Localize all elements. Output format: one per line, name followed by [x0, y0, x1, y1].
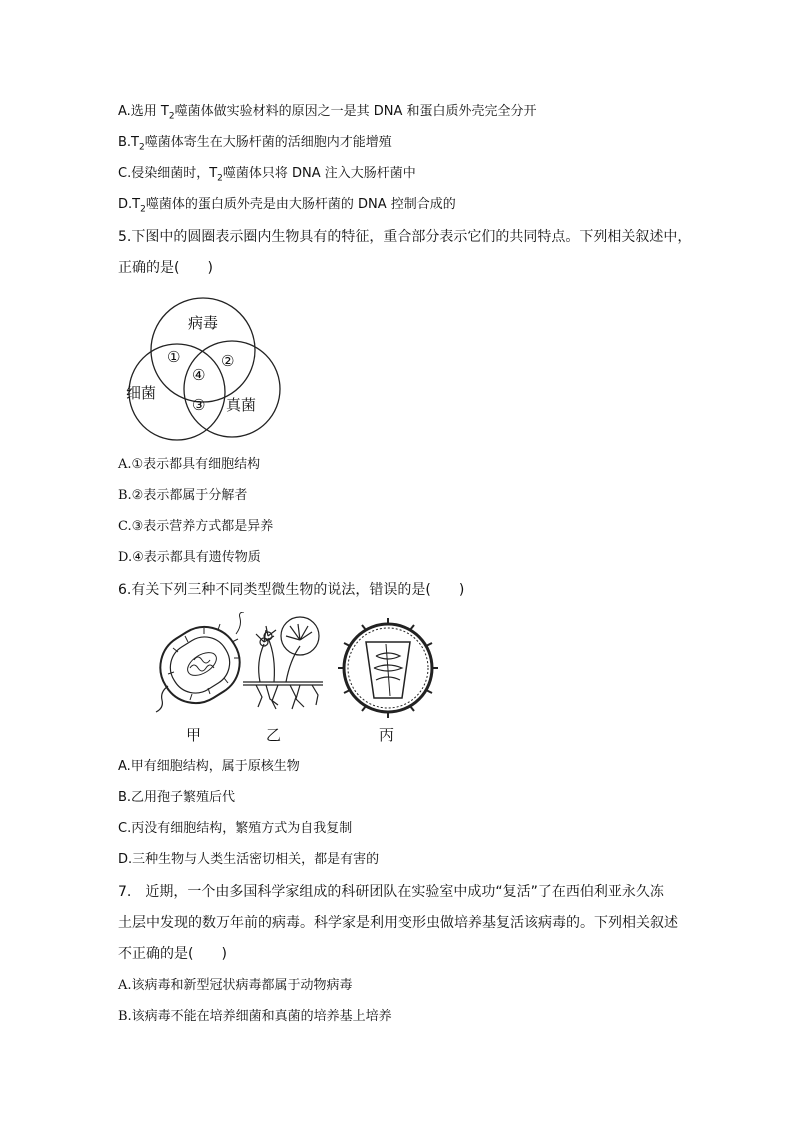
q5-option-c: C.③表示营养方式都是异养	[118, 519, 274, 534]
q5-option-a: A.①表示都具有细胞结构	[118, 457, 261, 472]
venn-region-3: ③	[192, 396, 206, 414]
virus-illustration	[338, 618, 438, 718]
q6-option-c: C.丙没有细胞结构，繁殖方式为自我复制	[118, 821, 353, 836]
label-yi: 乙	[266, 726, 282, 744]
q4-option-c: C.侵染细菌时，$T_2$噬菌体只将 DNA 注入大肠杆菌中	[118, 166, 416, 184]
microbes-figure	[148, 612, 448, 722]
q7-option-b: B.该病毒不能在培养细菌和真菌的培养基上培养	[118, 1009, 392, 1024]
venn-region-4: ④	[192, 366, 206, 384]
q7-stem-line1: 7. 近期，一个由多国科学家组成的科研团队在实验室中成功“复活”了在西伯利亚永久冻	[118, 884, 664, 900]
q6-option-b: B.乙用孢子繁殖后代	[118, 790, 236, 805]
mould-illustration	[243, 617, 323, 709]
q4-option-a: A.选用 $T_2$噬菌体做实验材料的原因之一是其 DNA 和蛋白质外壳完全分开	[118, 104, 537, 122]
q7-stem-line2: 土层中发现的数万年前的病毒。科学家是利用变形虫做培养基复活该病毒的。下列相关叙述	[118, 915, 678, 931]
q5-stem-line1: 5.下图中的圆圈表示圈内生物具有的特征，重合部分表示它们的共同特点。下列相关叙述中，	[118, 229, 692, 245]
venn-region-2: ②	[221, 352, 235, 370]
label-bing: 丙	[379, 726, 395, 744]
venn-label-bacteria: 细菌	[126, 384, 157, 402]
venn-label-virus: 病毒	[188, 314, 219, 332]
q6-option-d: D.三种生物与人类生活密切相关，都是有害的	[118, 852, 380, 867]
venn-label-fungi: 真菌	[226, 396, 257, 414]
q5-option-d: D.④表示都具有遗传物质	[118, 550, 261, 565]
venn-region-1: ①	[167, 348, 181, 366]
q6-option-a: A.甲有细胞结构，属于原核生物	[118, 759, 300, 774]
label-jia: 甲	[186, 726, 202, 744]
q5-option-b: B.②表示都属于分解者	[118, 488, 248, 503]
bacterium-illustration	[148, 612, 252, 716]
q7-option-a: A.该病毒和新型冠状病毒都属于动物病毒	[118, 978, 353, 993]
q6-stem: 6.有关下列三种不同类型微生物的说法，错误的是( )	[118, 582, 465, 598]
q5-stem-line2: 正确的是( )	[118, 260, 213, 276]
q4-option-b: $B.T_2$噬菌体寄生在大肠杆菌的活细胞内才能增殖	[118, 135, 392, 153]
q7-stem-line3: 不正确的是( )	[118, 946, 227, 962]
q4-option-d: $D.T_2$噬菌体的蛋白质外壳是由大肠杆菌的 DNA 控制合成的	[118, 197, 456, 215]
venn-diagram	[118, 296, 288, 441]
